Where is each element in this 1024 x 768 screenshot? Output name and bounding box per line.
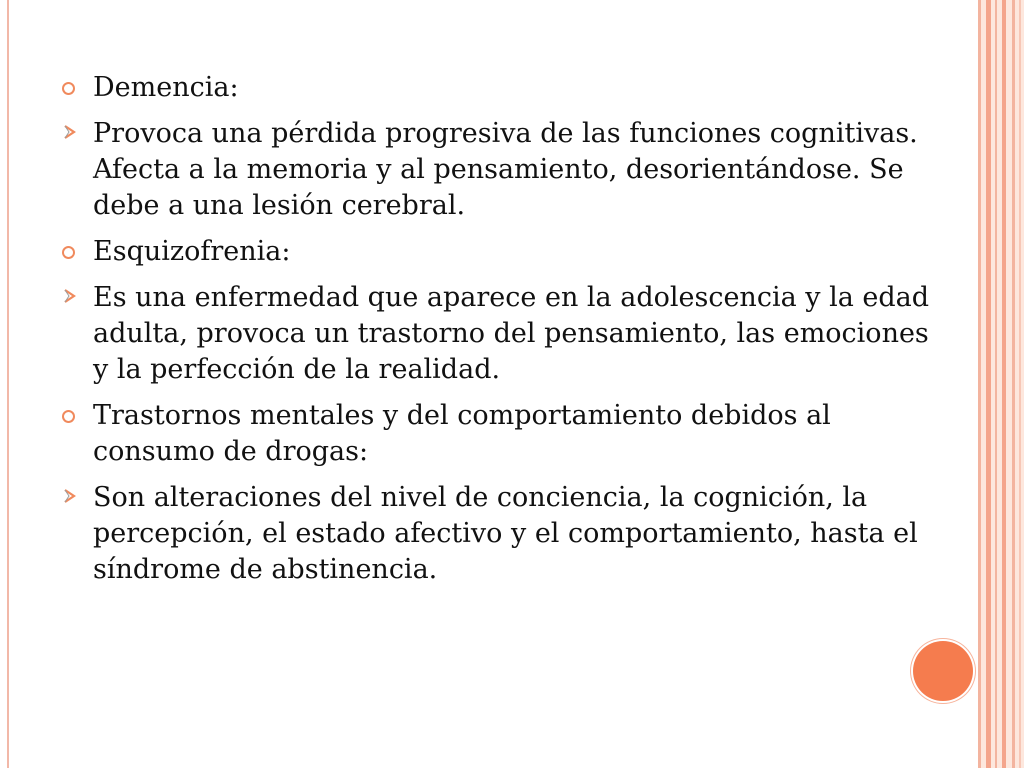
arrow-bullet-icon	[62, 288, 78, 304]
ring-bullet-icon	[62, 246, 75, 259]
ring-bullet-icon	[62, 82, 75, 95]
decor-stripe	[995, 0, 997, 768]
decor-circle	[913, 641, 973, 701]
decor-stripe	[1012, 0, 1015, 768]
bullet-sub-trastornos	[62, 480, 942, 588]
left-border-line	[7, 0, 9, 768]
bullet-text: Trastornos mentales y del comportamiento debidos al consumo de drogas:	[93, 400, 831, 467]
bullet-text: Esquizofrenia:	[93, 236, 291, 267]
bullet-text: Demencia:	[93, 72, 239, 103]
bullet-sub-esquizofrenia	[62, 280, 942, 388]
decor-stripe	[1002, 0, 1006, 768]
bullet-text: Es una enfermedad que aparece en la adolescencia y la edad adulta, provoca un trastorno del pensamiento, las emociones y la perfección de la realidad.	[93, 282, 930, 385]
bullet-sub-demencia	[62, 116, 942, 224]
arrow-bullet-icon	[62, 488, 78, 504]
bullet-heading-demencia	[62, 70, 942, 106]
bullet-text: Son alteraciones del nivel de conciencia, la cognición, la percepción, el estado afectivo y el comportamiento, hasta el síndrome de abstinencia.	[93, 482, 918, 585]
bullet-heading-esquizofrenia	[62, 234, 942, 270]
arrow-bullet-icon	[62, 124, 78, 140]
decor-stripe	[986, 0, 991, 768]
bullet-text: Provoca una pérdida progresiva de las funciones cognitivas. Afecta a la memoria y al pensamiento, desorientándose. Se debe a una lesión cerebral.	[93, 118, 918, 221]
right-decor-panel	[978, 0, 1024, 768]
bullet-heading-trastornos	[62, 398, 942, 470]
decor-stripe	[1019, 0, 1021, 768]
decor-stripe	[978, 0, 981, 768]
slide-content	[62, 70, 942, 598]
ring-bullet-icon	[62, 410, 75, 423]
